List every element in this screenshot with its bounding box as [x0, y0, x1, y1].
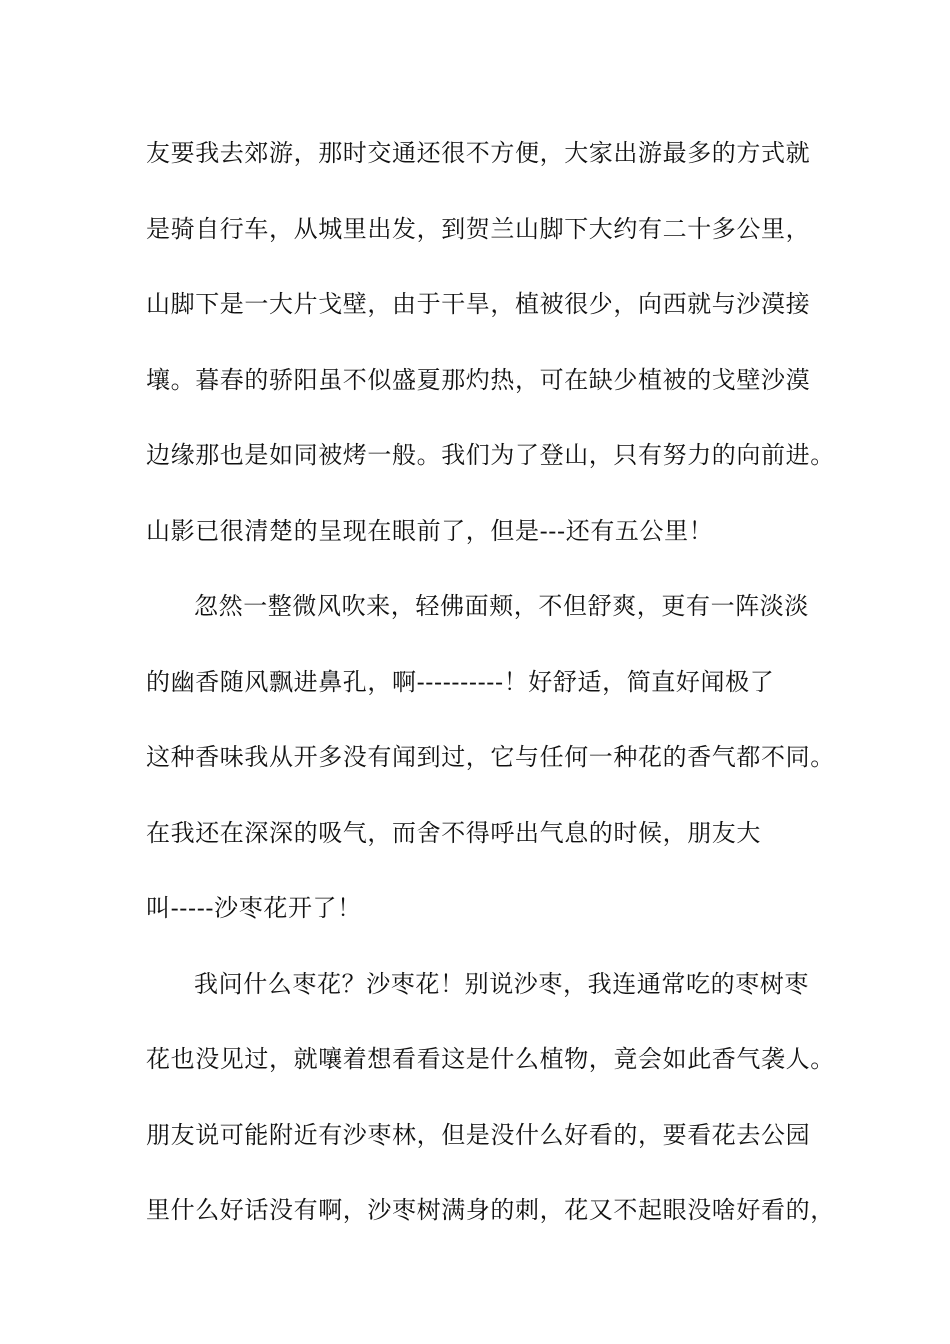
text-line: 山脚下是一大片戈壁，由于干旱，植被很少，向西就与沙漠接	[146, 290, 811, 318]
text-line: 这种香味我从开多没有闻到过，它与任何一种花的香气都不同。	[146, 743, 835, 771]
text-line: 是骑自行车，从城里出发，到贺兰山脚下大约有二十多公里，	[146, 214, 811, 243]
text-line: 的幽香随风飘进鼻孔，啊----------！好舒适，简直好闻极了	[146, 667, 775, 696]
text-line: 边缘那也是如同被烤一般。我们为了登山，只有努力的向前进。	[146, 441, 835, 469]
body-text	[146, 128, 835, 1261]
text-line: 山影已很清楚的呈现在眼前了，但是---还有五公里！	[146, 516, 714, 545]
text-line: 花也没见过，就嚷着想看看这是什么植物，竟会如此香气袭人。	[146, 1045, 835, 1073]
paragraph-start-line: 忽然一整微风吹来，轻佛面颊，不但舒爽，更有一阵淡淡	[194, 592, 809, 620]
text-line: 壤。暮春的骄阳虽不似盛夏那灼热，可在缺少植被的戈壁沙漠	[146, 365, 811, 394]
paragraph-start-line: 我问什么枣花？沙枣花！别说沙枣，我连通常吃的枣树枣	[194, 969, 809, 998]
text-line: 里什么好话没有啊，沙枣树满身的刺，花又不起眼没啥好看的，	[146, 1196, 835, 1224]
text-line: 友要我去郊游，那时交通还很不方便，大家出游最多的方式就	[146, 139, 811, 167]
text-line: 叫-----沙枣花开了！	[146, 894, 362, 922]
text-line: 朋友说可能附近有沙枣林，但是没什么好看的，要看花去公园	[146, 1120, 811, 1149]
text-line: 在我还在深深的吸气，而舍不得呼出气息的时候，朋友大	[146, 818, 761, 847]
